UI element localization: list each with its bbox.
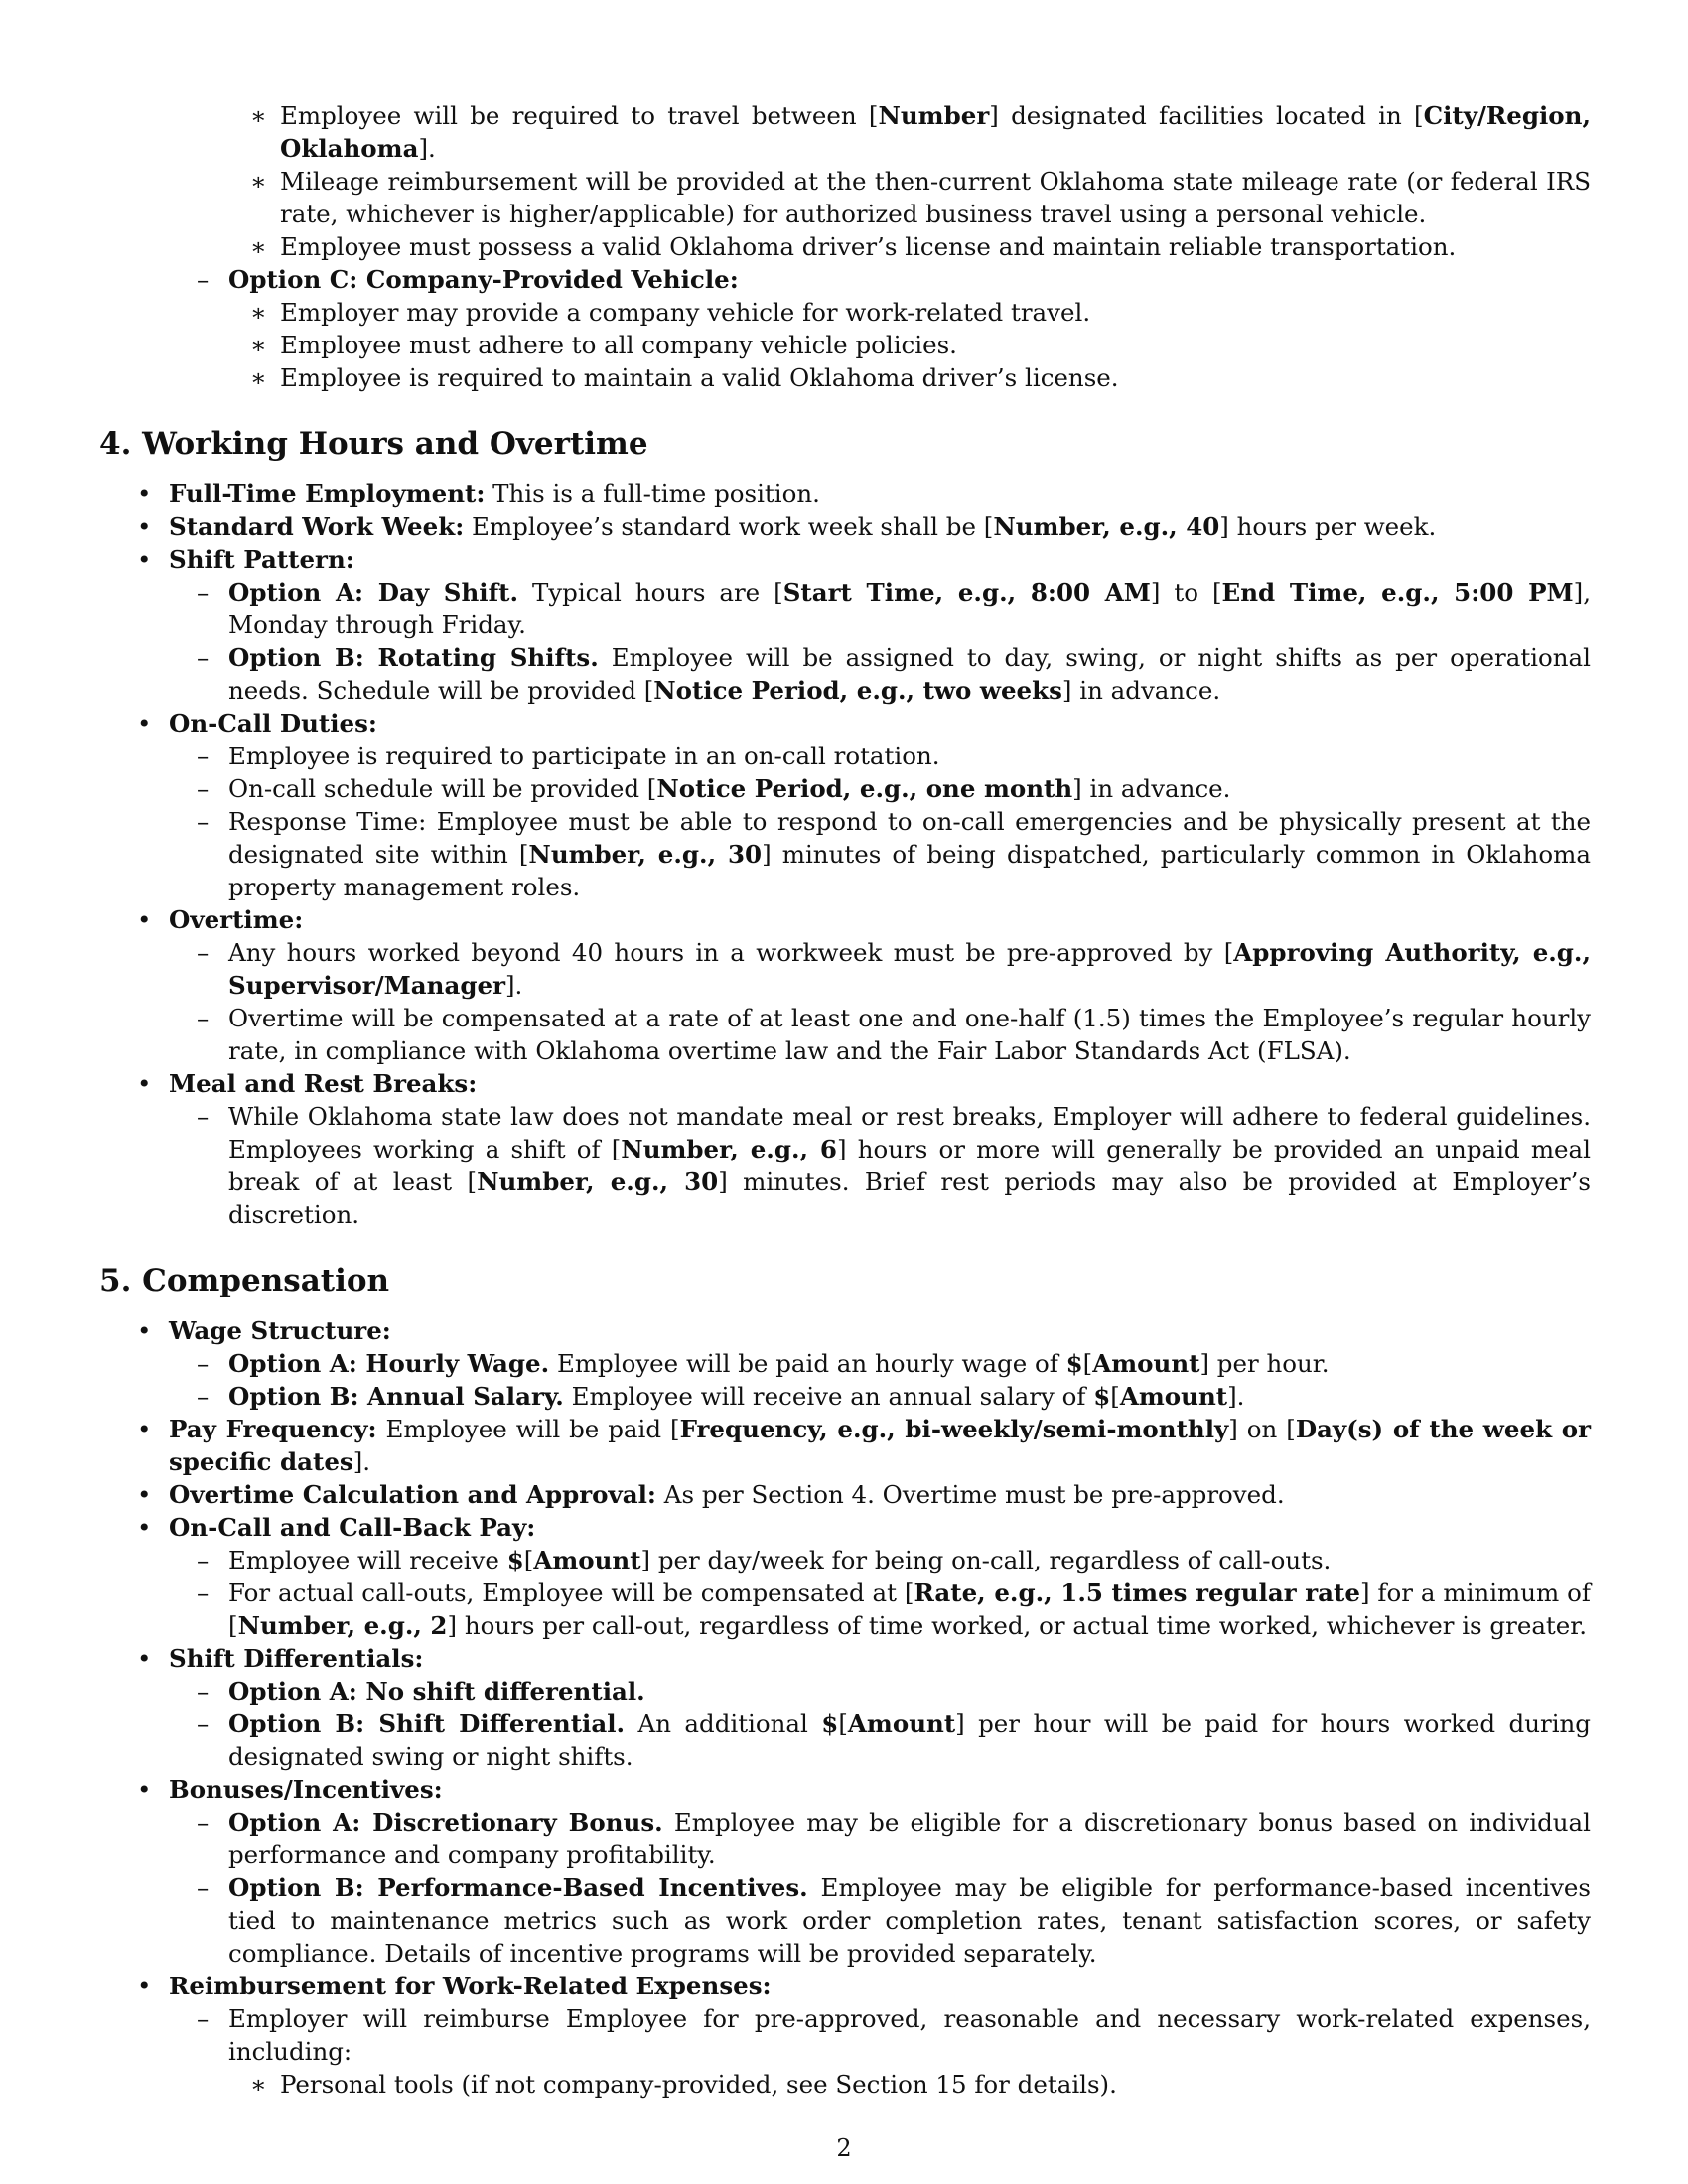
list-item-level-1: • Full-Time Employment: This is a full-time position. [99, 478, 1591, 510]
list-item-level-2: – Any hours worked beyond 40 hours in a workweek must be pre-approved by [Approving Authority, e.g., Supervisor/Manager]. [99, 936, 1591, 1002]
list-item-level-1: • Meal and Rest Breaks: [99, 1067, 1591, 1100]
list-item-level-3: ∗ Employee is required to maintain a valid Oklahoma driver’s license. [99, 361, 1591, 394]
list-item-level-2: – Overtime will be compensated at a rate of at least one and one-half (1.5) times the Employee’s regular hourly rate, in compliance with Oklahoma overtime law and the Fair Labor Standards Act (FLSA). [99, 1002, 1591, 1067]
list-item-level-1: • Overtime Calculation and Approval: As per Section 4. Overtime must be pre-approved. [99, 1478, 1591, 1511]
list-item-level-3: ∗ Employee must adhere to all company vehicle policies. [99, 329, 1591, 361]
document-page [99, 99, 1591, 2144]
list-item-level-1: • Reimbursement for Work-Related Expenses: [99, 1970, 1591, 2002]
list-item-level-3: ∗ Mileage reimbursement will be provided at the then-current Oklahoma state mileage rate (or federal IRS rate, whichever is higher/applicable) for authorized business travel using a personal vehicle. [99, 165, 1591, 230]
page-number: 2 [836, 2134, 852, 2162]
list-item-level-1: • Shift Pattern: [99, 543, 1591, 576]
list-item-level-2: – Option B: Performance-Based Incentives. Employee may be eligible for performance-based incentives tied to maintenance metrics such as work order completion rates, tenant satisfaction scores, or safety compliance. Details of incentive programs will be provided separately. [99, 1871, 1591, 1970]
section-5-heading: 5. Compensation [99, 1263, 390, 1298]
list-item-level-2: – On-call schedule will be provided [Notice Period, e.g., one month] in advance. [99, 772, 1591, 805]
list-item-level-2: – Employee will receive $[Amount] per day/week for being on-call, regardless of call-outs. [99, 1544, 1591, 1576]
list-item-level-2: – While Oklahoma state law does not mandate meal or rest breaks, Employer will adhere to federal guidelines. Employees working a shift of [Number, e.g., 6] hours or more will generally be provided an unpaid meal break of at least [Number, e.g., 30] minutes. Brief rest periods may also be provided at Employer’s discretion. [99, 1100, 1591, 1231]
list-item-level-1: • Pay Frequency: Employee will be paid [Frequency, e.g., bi-weekly/semi-monthly] on [Day(s) of the week or specific dates]. [99, 1413, 1591, 1478]
list-item-level-1: • Overtime: [99, 903, 1591, 936]
list-item-level-2: – Option B: Rotating Shifts. Employee will be assigned to day, swing, or night shifts as per operational needs. Schedule will be provided [Notice Period, e.g., two weeks] in advance. [99, 641, 1591, 707]
list-item-level-1: • On-Call Duties: [99, 707, 1591, 740]
list-item-level-2: – Employee is required to participate in an on-call rotation. [99, 740, 1591, 772]
list-item-level-1: • Bonuses/Incentives: [99, 1773, 1591, 1806]
list-item-level-1: • Standard Work Week: Employee’s standard work week shall be [Number, e.g., 40] hours per week. [99, 510, 1591, 543]
section-4-list [99, 478, 1591, 1231]
list-item-level-1: • Wage Structure: [99, 1314, 1591, 1347]
list-item-level-2: – Option B: Annual Salary. Employee will receive an annual salary of $[Amount]. [99, 1380, 1591, 1413]
list-item-level-3: ∗ Personal tools (if not company-provided, see Section 15 for details). [99, 2068, 1591, 2101]
list-item-level-1: • Shift Differentials: [99, 1642, 1591, 1675]
section-5-list [99, 1314, 1591, 2101]
list-item-level-2: – Option B: Shift Differential. An additional $[Amount] per hour will be paid for hours worked during designated swing or night shifts. [99, 1707, 1591, 1773]
list-item-level-1: • On-Call and Call-Back Pay: [99, 1511, 1591, 1544]
list-item-level-3: ∗ Employer may provide a company vehicle for work-related travel. [99, 296, 1591, 329]
list-item-level-2: – Option A: Day Shift. Typical hours are [Start Time, e.g., 8:00 AM] to [End Time, e.g., 5:00 PM], Monday through Friday. [99, 576, 1591, 641]
list-item-level-2: – Response Time: Employee must be able to respond to on-call emergencies and be physically present at the designated site within [Number, e.g., 30] minutes of being dispatched, particularly common in Oklahoma property management roles. [99, 805, 1591, 903]
list-item-level-2: – Option C: Company-Provided Vehicle: [99, 263, 1591, 296]
list-item-level-2: – For actual call-outs, Employee will be compensated at [Rate, e.g., 1.5 times regular rate] for a minimum of [Number, e.g., 2] hours per call-out, regardless of time worked, or actual time worked, whichever is greater. [99, 1576, 1591, 1642]
list-item-level-2: – Option A: No shift differential. [99, 1675, 1591, 1707]
continued-list [99, 99, 1591, 394]
list-item-level-3: ∗ Employee must possess a valid Oklahoma driver’s license and maintain reliable transportation. [99, 230, 1591, 263]
section-4-heading: 4. Working Hours and Overtime [99, 426, 648, 462]
list-item-level-2: – Employer will reimburse Employee for pre-approved, reasonable and necessary work-related expenses, including: [99, 2002, 1591, 2068]
list-item-level-2: – Option A: Hourly Wage. Employee will be paid an hourly wage of $[Amount] per hour. [99, 1347, 1591, 1380]
list-item-level-3: ∗ Employee will be required to travel between [Number] designated facilities located in [City/Region, Oklahoma]. [99, 99, 1591, 165]
list-item-level-2: – Option A: Discretionary Bonus. Employee may be eligible for a discretionary bonus based on individual performance and company profitability. [99, 1806, 1591, 1871]
